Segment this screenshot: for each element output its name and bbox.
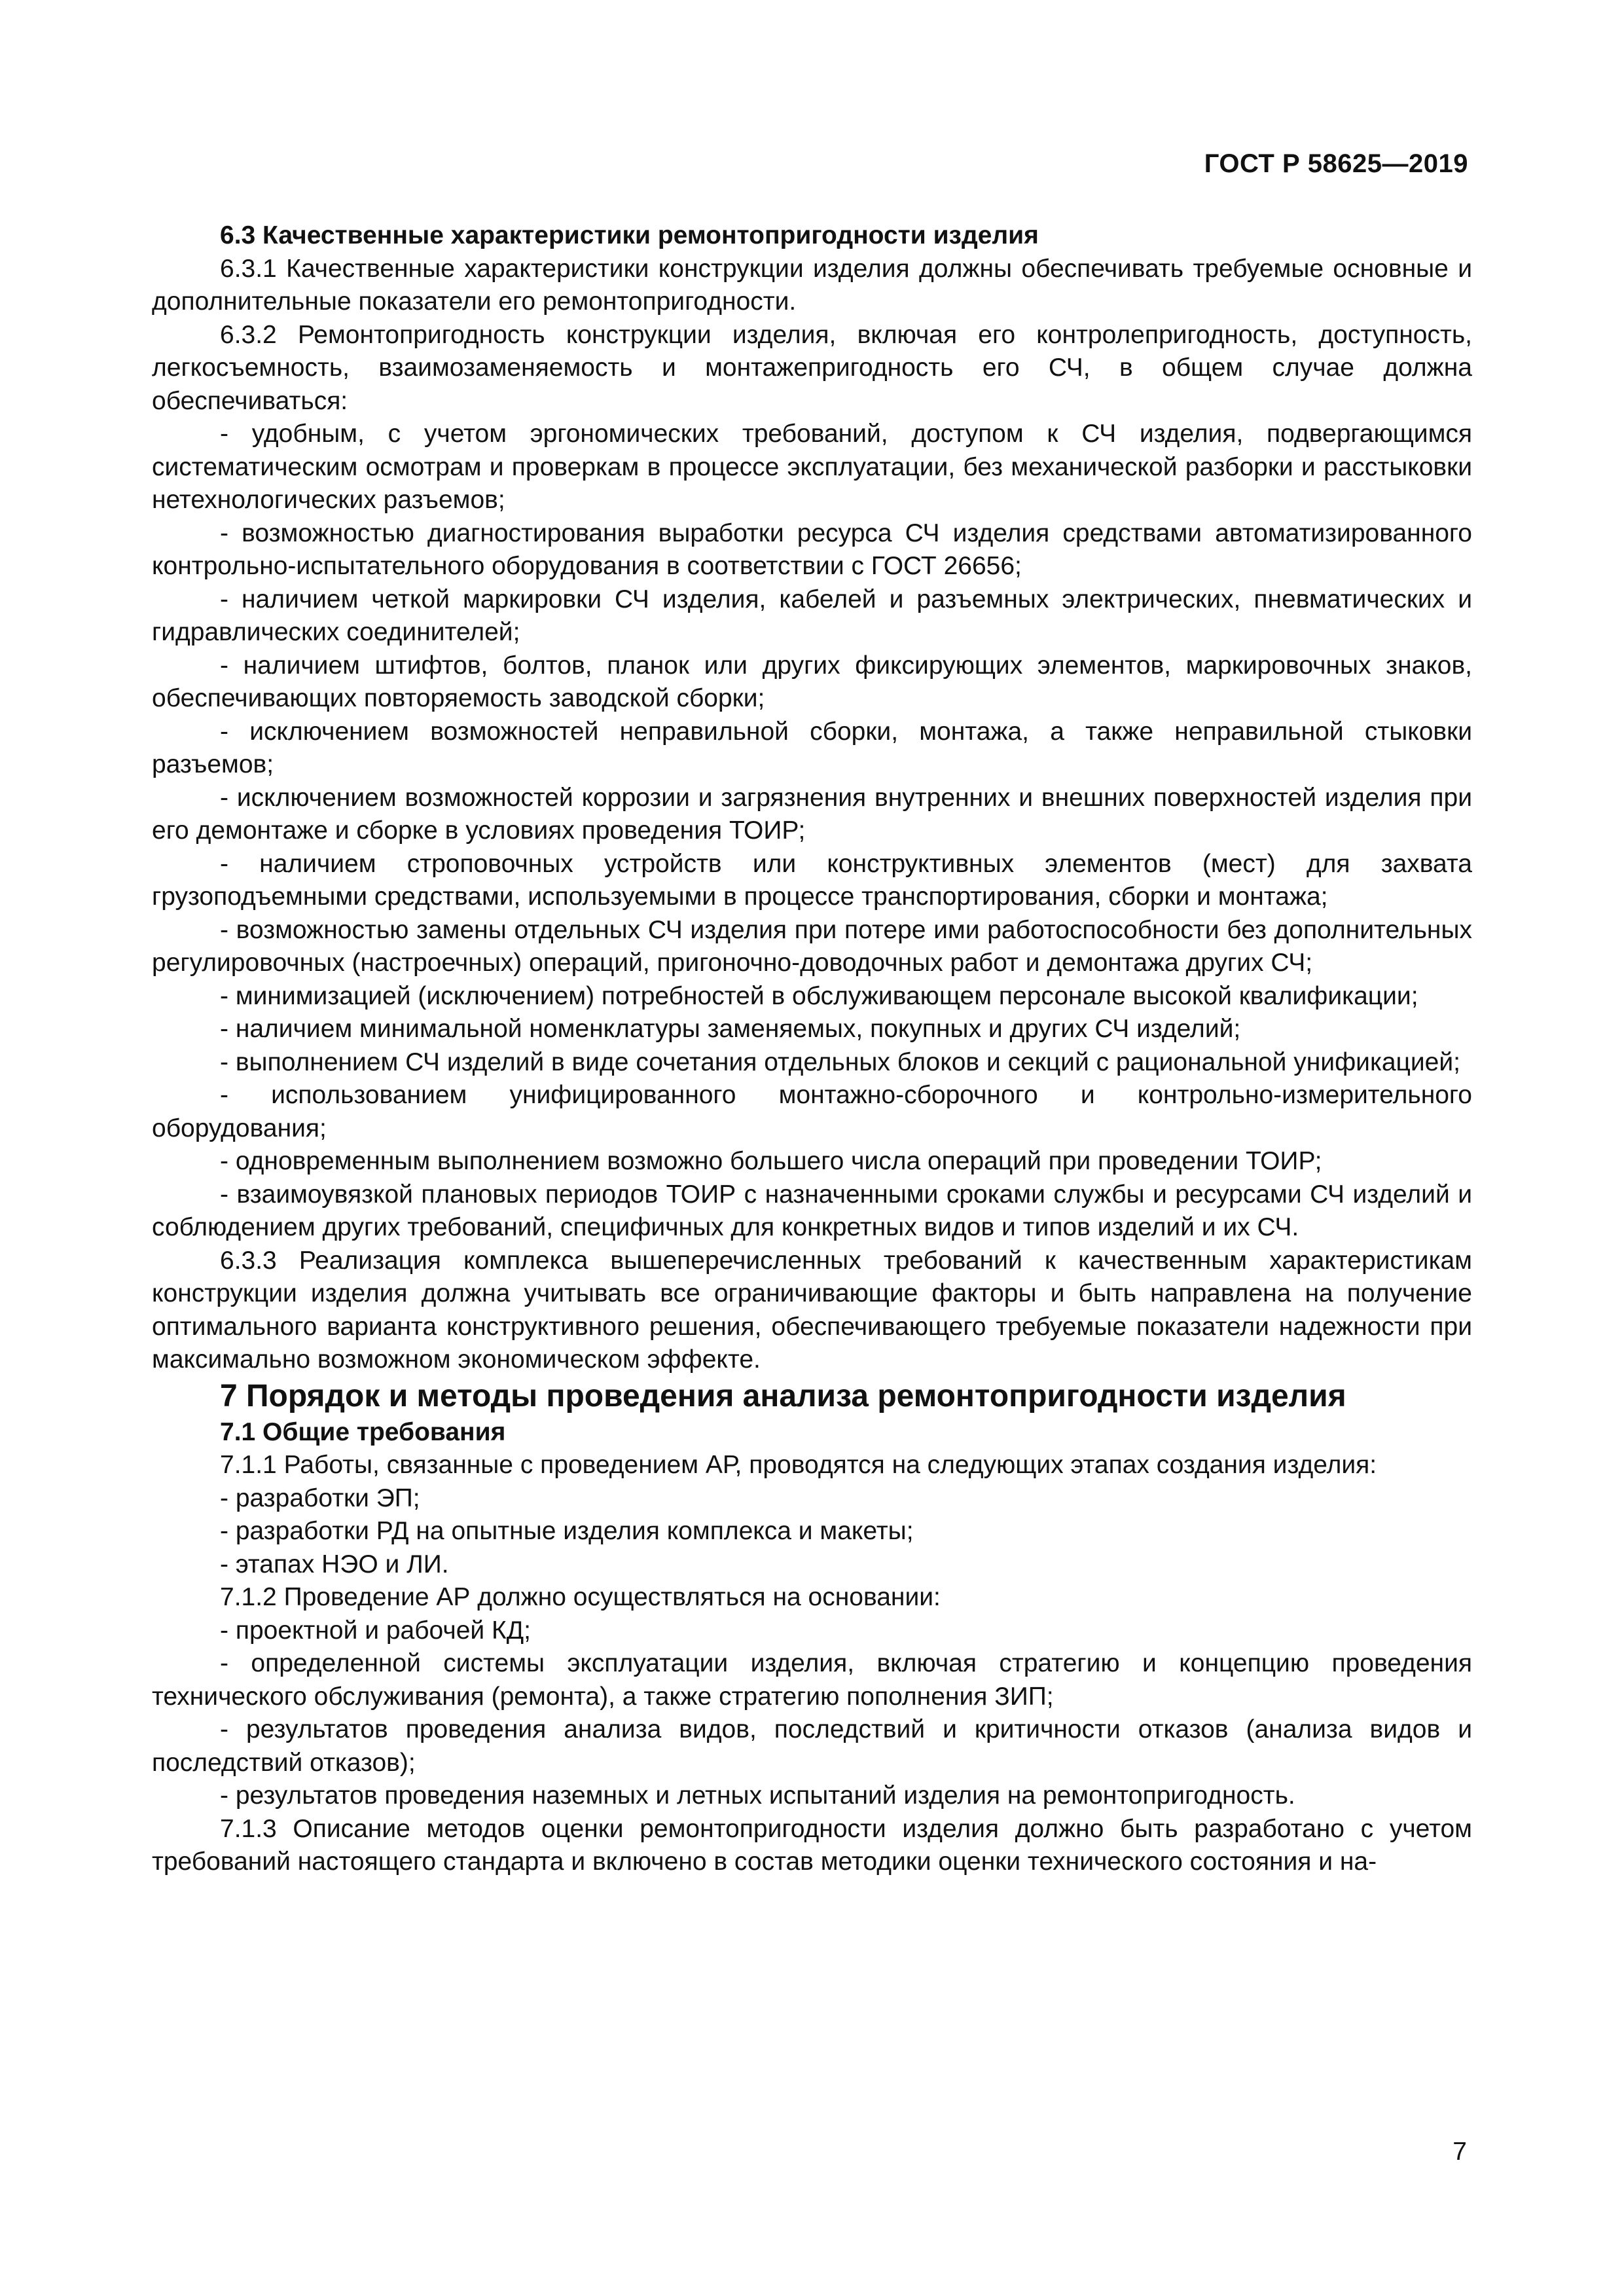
list-item: - использованием унифицированного монтажно-сборочного и контрольно-измерительного оборудования; bbox=[152, 1081, 1472, 1142]
list-item: - результатов проведения анализа видов, последствий и критичности отказов (анализа видов и последствий отказов); bbox=[152, 1715, 1472, 1777]
list-item: - минимизацией (исключением) потребностей в обслуживающем персонале высокой квалификации; bbox=[220, 981, 1418, 1010]
list-item: - исключением возможностей коррозии и загрязнения внутренних и внешних поверхностей изделия при его демонтаже и сборке в условиях проведения ТОИР; bbox=[152, 783, 1472, 845]
paragraph-7-1-3: 7.1.3 Описание методов оценки ремонтопригодности изделия должно быть разработано с учетом требований настоящего стандарта и включено в состав методики оценки технического состояния и на- bbox=[152, 1814, 1472, 1876]
paragraph-7-1-2: 7.1.2 Проведение АР должно осуществляться на основании: bbox=[220, 1583, 941, 1611]
list-item: - возможностью замены отдельных СЧ изделия при потере ими работоспособности без дополнительных регулировочных (настроечных) операций, пригоночно-доводочных работ и демонтажа других СЧ; bbox=[152, 915, 1472, 977]
list-item: - наличием штифтов, болтов, планок или других фиксирующих элементов, маркировочных знаков, обеспечивающих повторяемость заводской сборки; bbox=[152, 651, 1472, 712]
list-item: - одновременным выполнением возможно большего числа операций при проведении ТОИР; bbox=[220, 1147, 1322, 1175]
list-item: - результатов проведения наземных и летных испытаний изделия на ремонтопригодность. bbox=[220, 1781, 1295, 1810]
list-item: - проектной и рабочей КД; bbox=[220, 1616, 531, 1645]
list-item: - возможностью диагностирования выработки ресурса СЧ изделия средствами автоматизированного контрольно-испытательного оборудования в соответствии с ГОСТ 26656; bbox=[152, 519, 1472, 580]
page-number: 7 bbox=[1453, 2138, 1467, 2166]
list-item: - определенной системы эксплуатации изделия, включая стратегию и концепцию проведения технического обслуживания (ремонта), а также стратегию пополнения ЗИП; bbox=[152, 1649, 1472, 1711]
list-item: - разработки ЭП; bbox=[220, 1484, 420, 1512]
list-item: - взаимоувязкой плановых периодов ТОИР с назначенными сроками службы и ресурсами СЧ изделий и соблюдением других требований, специфичных для конкретных видов и типов изделий и их СЧ. bbox=[152, 1180, 1472, 1241]
section-6-3-heading: 6.3 Качественные характеристики ремонтопригодности изделия bbox=[220, 221, 1039, 249]
list-item: - наличием строповочных устройств или конструктивных элементов (мест) для захвата грузоподъемными средствами, используемыми в процессе транспортирования, сборки и монтажа; bbox=[152, 849, 1472, 911]
document-code: ГОСТ Р 58625—2019 bbox=[1204, 149, 1468, 178]
paragraph-6-3-2: 6.3.2 Ремонтопригодность конструкции изделия, включая его контролепригодность, доступность, легкосъемность, взаимозаменяемость и монтажепригодность его СЧ, в общем случае должна обеспечиваться: bbox=[152, 320, 1472, 415]
list-item: - исключением возможностей неправильной сборки, монтажа, а также неправильной стыковки разъемов; bbox=[152, 717, 1472, 778]
section-7-1-heading: 7.1 Общие требования bbox=[220, 1417, 506, 1446]
list-item: - выполнением СЧ изделий в виде сочетания отдельных блоков и секций с рациональной унификацией; bbox=[220, 1048, 1460, 1076]
list-item: - удобным, с учетом эргономических требований, доступом к СЧ изделия, подвергающимся систематическим осмотрам и проверкам в процессе эксплуатации, без механической разборки и расстыковки нетехнологических разъемов; bbox=[152, 420, 1472, 514]
list-item: - разработки РД на опытные изделия комплекса и макеты; bbox=[220, 1517, 914, 1545]
paragraph-6-3-1: 6.3.1 Качественные характеристики конструкции изделия должны обеспечивать требуемые основные и дополнительные показатели его ремонтопригодности. bbox=[152, 254, 1472, 316]
paragraph-7-1-1: 7.1.1 Работы, связанные с проведением АР, проводятся на следующих этапах создания изделия: bbox=[220, 1451, 1377, 1479]
section-7-heading: 7 Порядок и методы проведения анализа ремонтопригодности изделия bbox=[220, 1378, 1346, 1413]
list-item: - наличием минимальной номенклатуры заменяемых, покупных и других СЧ изделий; bbox=[220, 1015, 1241, 1043]
page-content bbox=[152, 219, 1472, 1879]
list-item: - наличием четкой маркировки СЧ изделия, кабелей и разъемных электрических, пневматических и гидравлических соединителей; bbox=[152, 585, 1472, 646]
paragraph-6-3-3: 6.3.3 Реализация комплекса вышеперечисленных требований к качественным характеристикам конструкции изделия должна учитывать все ограничивающие факторы и быть направлена на получение оптимального варианта конструктивного решения, обеспечивающего требуемые показатели надежности при максимально возможном экономическом эффекте. bbox=[152, 1246, 1472, 1374]
list-item: - этапах НЭО и ЛИ. bbox=[220, 1550, 449, 1578]
